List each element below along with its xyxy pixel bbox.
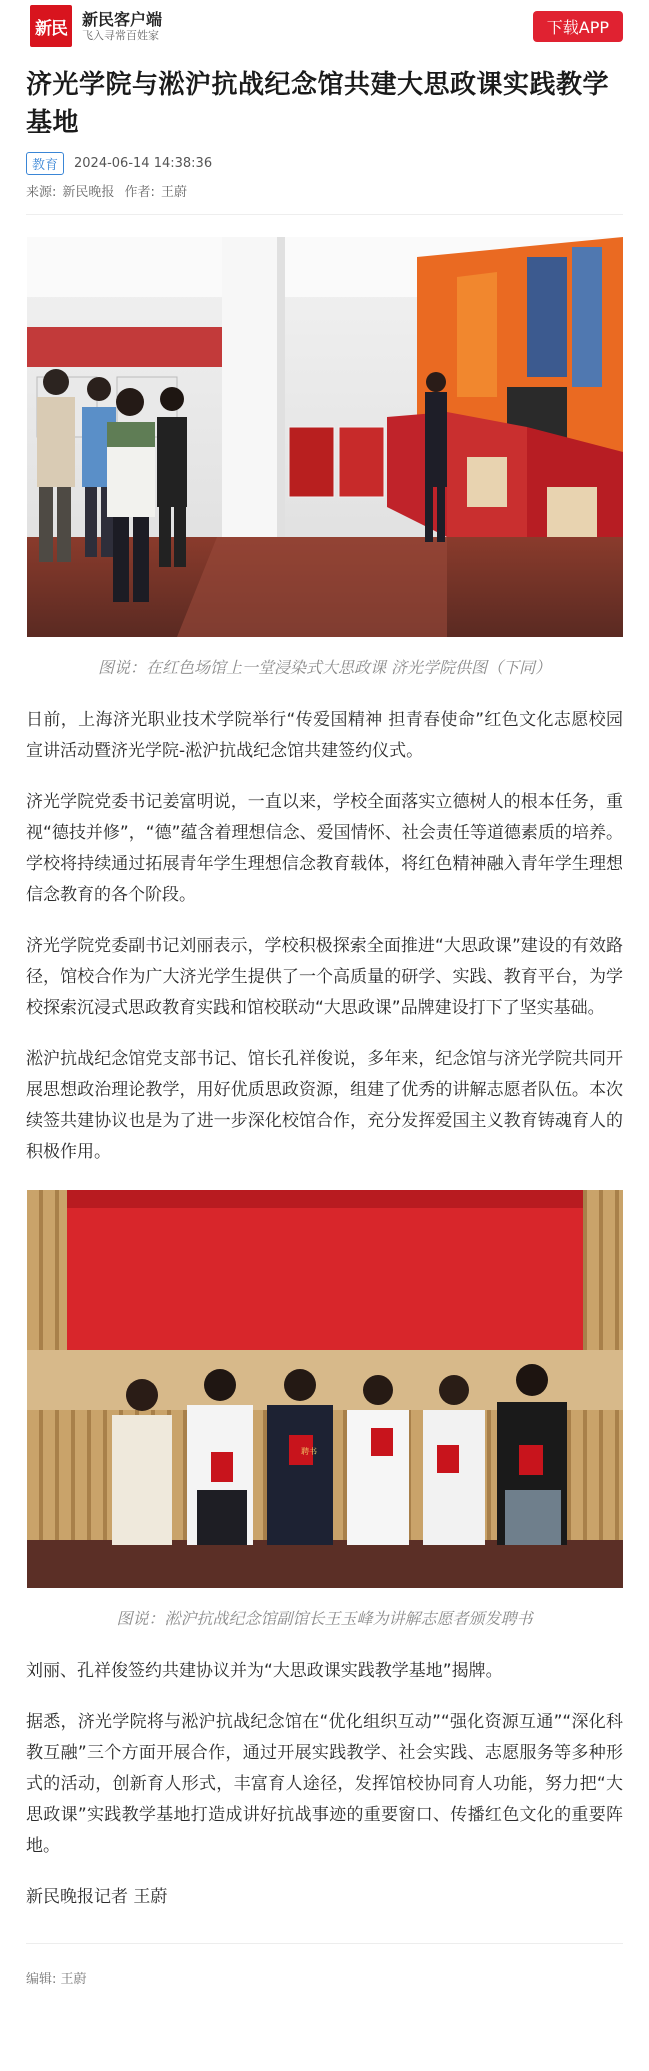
figure-1 bbox=[26, 237, 623, 679]
figure-2-caption: 图说：淞沪抗战纪念馆副馆长王玉峰为讲解志愿者颁发聘书 bbox=[116, 1609, 533, 1628]
logo-text: 新民 bbox=[35, 18, 67, 39]
source-label: 来源: bbox=[26, 185, 57, 200]
brand-text bbox=[82, 10, 162, 42]
article-meta bbox=[26, 152, 623, 175]
exhibition-hall-photo bbox=[27, 237, 623, 637]
article-title: 济光学院与淞沪抗战纪念馆共建大思政课实践教学基地 bbox=[26, 70, 610, 138]
reporter-byline: 新民晚报记者 王蔚 bbox=[26, 1887, 168, 1907]
top-bar bbox=[0, 0, 649, 52]
xinmin-logo-icon bbox=[30, 5, 72, 47]
paragraph-3: 济光学院党委副书记刘丽表示，学校积极探索全面推进“大思政课”建设的有效路径，馆校合作为广大济光学生提供了一个高质量的研学、实践、教育平台，为学校探索沉浸式思政教育实践和馆校联动“大思政课”品牌建设打下了坚实基础。 bbox=[26, 936, 623, 1018]
paragraph-6: 据悉，济光学院将与淞沪抗战纪念馆在“优化组织互动”“强化资源互通”“深化科教互融”三个方面开展合作，通过开展实践教学、社会实践、志愿服务等多种形式的活动，创新育人形式，丰富育人途径，发挥馆校协同育人功能，努力把“大思政课”实践教学基地打造成讲好抗战事迹的重要窗口、传播红色文化的重要阵地。 bbox=[26, 1712, 623, 1856]
brand-name: 新民客户端 bbox=[82, 9, 163, 29]
editor-line bbox=[26, 1968, 623, 1987]
category-tag[interactable]: 教育 bbox=[26, 152, 64, 175]
author-label: 作者: bbox=[124, 185, 155, 200]
editor-label: 编辑: bbox=[26, 1972, 57, 1987]
certificate-label: 聘书 bbox=[300, 1447, 317, 1456]
author-name: 王蔚 bbox=[160, 185, 187, 200]
header-divider bbox=[26, 214, 623, 215]
footer-divider bbox=[26, 1943, 623, 1944]
paragraph-5: 刘丽、孔祥俊签约共建协议并为“大思政课实践教学基地”揭牌。 bbox=[26, 1661, 503, 1681]
figure-2 bbox=[26, 1190, 623, 1630]
publish-datetime: 2024-06-14 14:38:36 bbox=[74, 156, 213, 171]
article-source bbox=[26, 181, 623, 200]
brand-slogan: 飞入寻常百姓家 bbox=[82, 29, 159, 42]
paragraph-4: 淞沪抗战纪念馆党支部书记、馆长孔祥俊说，多年来，纪念馆与济光学院共同开展思想政治理论教学，用好优质思政资源，组建了优秀的讲解志愿者队伍。本次续签共建协议也是为了进一步深化校馆合作，充分发挥爱国主义教育铸魂育人的积极作用。 bbox=[26, 1049, 623, 1162]
download-app-button[interactable]: 下载APP bbox=[533, 11, 623, 42]
figure-1-caption: 图说：在红色场馆上一堂浸染式大思政课 济光学院供图（下同） bbox=[97, 658, 552, 677]
editor-name: 王蔚 bbox=[60, 1972, 87, 1987]
paragraph-2: 济光学院党委书记姜富明说，一直以来，学校全面落实立德树人的根本任务，重视“德技并修”，“德”蕴含着理想信念、爱国情怀、社会责任等道德素质的培养。学校将持续通过拓展青年学生理想信念教育载体，将红色精神融入青年学生理想信念教育的各个阶段。 bbox=[26, 792, 623, 905]
brand[interactable] bbox=[30, 5, 162, 47]
certificate-ceremony-photo bbox=[27, 1190, 623, 1588]
article-content bbox=[0, 66, 649, 1987]
source-name: 新民晚报 bbox=[62, 185, 115, 200]
paragraph-1: 日前，上海济光职业技术学院举行“传爱国精神 担青春使命”红色文化志愿校园宣讲活动暨济光学院-淞沪抗战纪念馆共建签约仪式。 bbox=[26, 710, 623, 761]
